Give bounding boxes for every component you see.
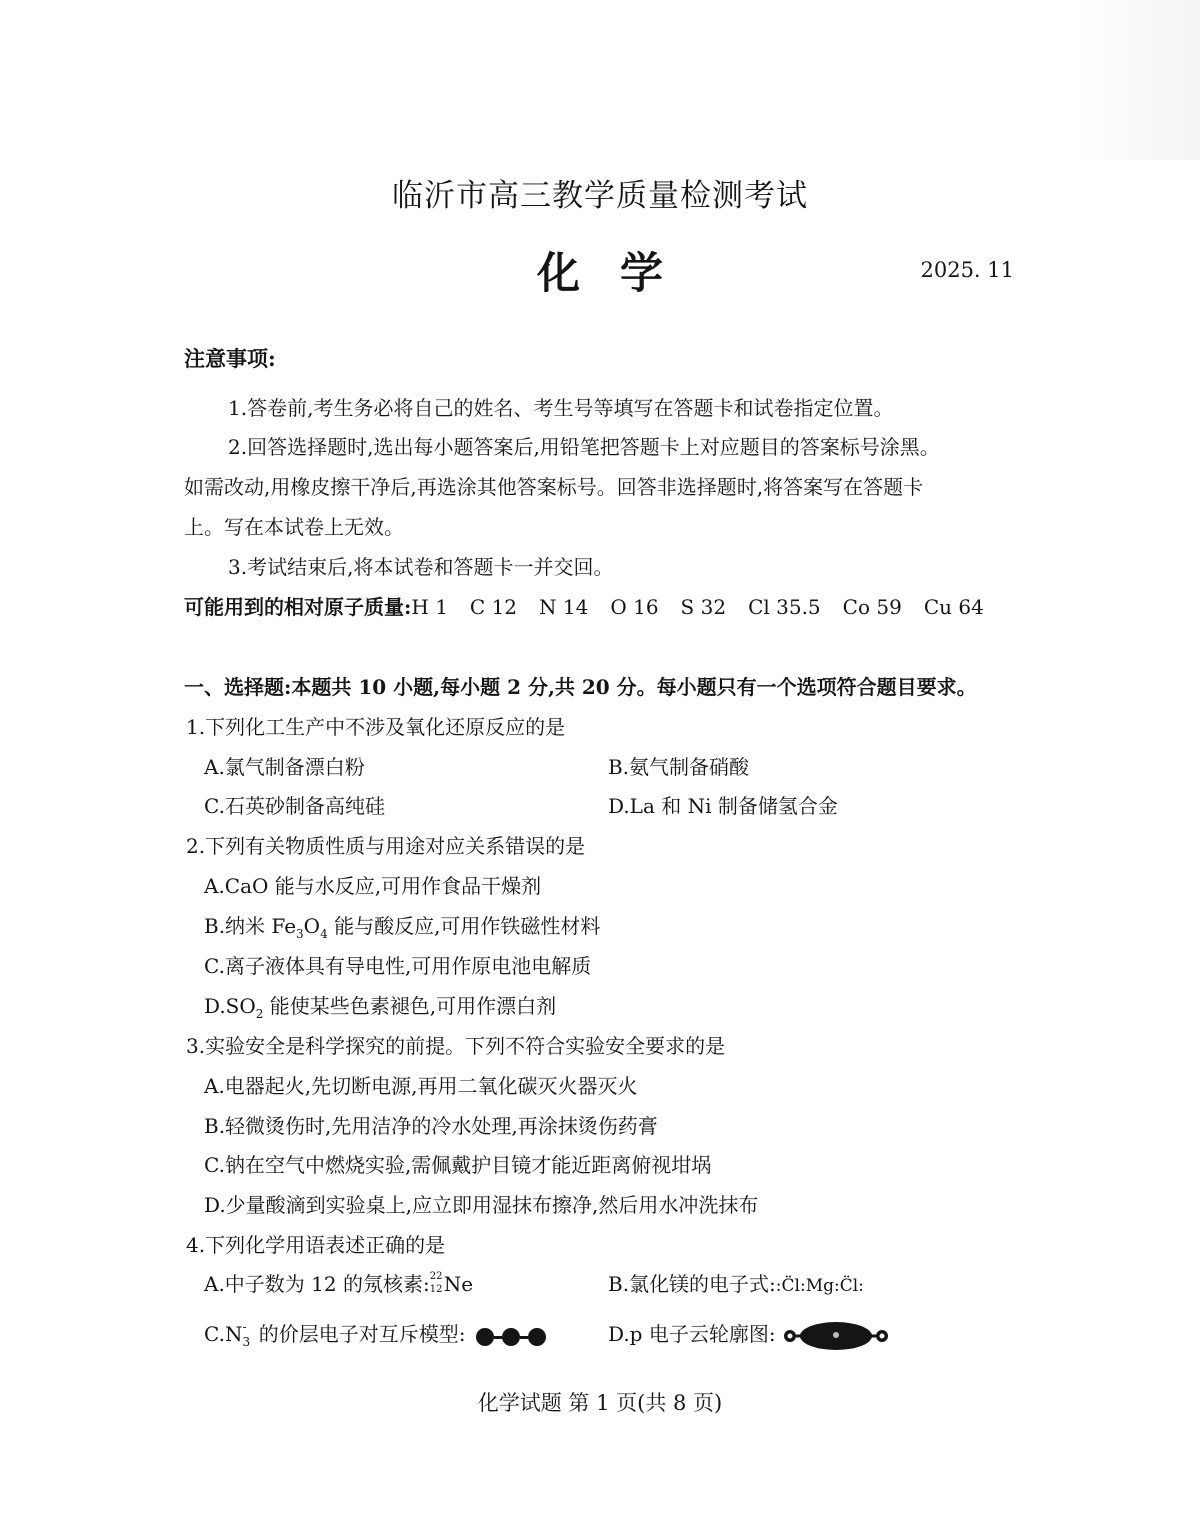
q2-option-d [204,990,556,1021]
q1-option-a: A.氯气制备漂白粉 [204,755,365,779]
exam-date: 2025. 11 [920,258,1014,282]
orbital-right-ring-hole [879,1333,884,1338]
exam-title: 临沂市高三教学质量检测考试 [392,178,808,214]
atomic-mass-item: S 32 [680,595,727,619]
q2-option-a: A.CaO 能与水反应,可用作食品干燥剂 [204,874,542,898]
q2-d-text-2: 能使某些色素褪色,可用作漂白剂 [263,994,557,1018]
q2-b-text-3: 能与酸反应,可用作铁磁性材料 [327,914,601,938]
q2-d-sub: 2 [255,1007,264,1021]
scan-shadow [1070,0,1200,160]
atomic-mass-item: Cl 35.5 [748,595,821,619]
q4-b-text: B.氯化镁的电子式: [608,1272,776,1296]
notice-item-2-line-2: 如需改动,用橡皮擦干净后,再选涂其他答案标号。回答非选择题时,将答案写在答题卡 [184,475,924,499]
ne-atomic-number: 12 [429,1283,443,1295]
vsepr-ball-left [476,1328,494,1346]
q3-option-d: D.少量酸滴到实验桌上,应立即用湿抹布擦净,然后用水冲洗抹布 [204,1193,759,1217]
q4-option-c [204,1318,546,1348]
q1-stem: 1.下列化工生产中不涉及氧化还原反应的是 [186,715,566,739]
q3-stem: 3.实验安全是科学探究的前提。下列不符合实验安全要求的是 [186,1034,726,1058]
ne-nuclide-scripts [429,1270,444,1297]
q4-option-d [608,1318,890,1351]
q3-option-a: A.电器起火,先切断电源,再用二氧化碳灭火器灭火 [204,1074,638,1098]
atomic-mass-item: Cu 64 [923,595,984,619]
subject-title: 化学 [537,249,703,299]
vsepr-ball-center [502,1328,520,1346]
notice-item-2-line-3: 上。写在本试卷上无效。 [184,515,404,539]
n3-subscript: 3 [242,1334,251,1349]
q2-b-text-2: O [303,914,321,938]
n3-charge: - [242,1319,247,1334]
q4-option-b [608,1268,864,1297]
q3-option-c: C.钠在空气中燃烧实验,需佩戴护目镜才能近距离俯视坩埚 [204,1153,712,1177]
q2-option-b [204,910,600,941]
p-orbital-contour-diagram [782,1321,890,1351]
q4-d-text: D.p 电子云轮廓图: [608,1322,776,1346]
q4-c-text-1: C.N [204,1322,243,1346]
atomic-mass-item: C 12 [469,595,518,619]
q1-option-b: B.氨气制备硝酸 [608,755,750,779]
ne-mass-number: 22 [429,1270,443,1282]
q4-a-text: A.中子数为 12 的氖核素: [204,1272,430,1296]
atomic-masses [184,591,1006,620]
q1-option-c: C.石英砂制备高纯硅 [204,794,385,818]
q3-option-b: B.轻微烫伤时,先用洁净的冷水处理,再涂抹烫伤药膏 [204,1114,658,1138]
vsepr-ball-right [528,1328,546,1346]
ne-symbol: Ne [443,1272,474,1296]
section-1-heading: 一、选择题:本题共 10 小题,每小题 2 分,共 20 分。每小题只有一个选项符合题目要求。 [184,675,977,699]
atomic-mass-item: Co 59 [842,595,902,619]
orbital-left-ring-hole [787,1333,792,1338]
notice-item-3: 3.考试结束后,将本试卷和答题卡一并交回。 [228,555,614,579]
page-footer: 化学试题 第 1 页(共 8 页) [477,1391,723,1415]
q1-option-d: D.La 和 Ni 制备储氢合金 [608,794,838,818]
q4-c-text-2: 的价层电子对互斥模型: [252,1322,466,1346]
atomic-masses-label: 可能用到的相对原子质量: [184,595,412,619]
q2-option-c: C.离子液体具有导电性,可用作原电池电解质 [204,954,592,978]
q2-stem: 2.下列有关物质性质与用途对应关系错误的是 [186,834,586,858]
vsepr-bond-left [494,1336,502,1339]
q4-stem: 4.下列化学用语表述正确的是 [186,1233,446,1257]
q2-d-text-1: D.SO [204,994,256,1018]
n3-scripts [242,1319,252,1349]
q4-option-a [204,1268,473,1297]
vsepr-linear-model [476,1324,546,1348]
notice-item-2-line-1: 2.回答选择题时,选出每小题答案后,用铅笔把答题卡上对应题目的答案标号涂黑。 [228,435,940,459]
vsepr-bond-right [520,1336,528,1339]
atomic-masses-list [411,595,1005,619]
atomic-mass-item: H 1 [411,595,448,619]
q2-b-sub-2: 4 [320,927,328,941]
atomic-mass-item: O 16 [610,595,659,619]
mgcl2-electron-formula: :C̈l:Mg:C̈l: [775,1276,864,1296]
atomic-mass-item: N 14 [539,595,589,619]
q2-b-text-1: B.纳米 Fe [204,914,297,938]
orbital-nucleus [833,1332,839,1338]
notice-heading: 注意事项: [184,346,276,371]
notice-item-1: 1.答卷前,考生务必将自己的姓名、考生号等填写在答题卡和试卷指定位置。 [228,396,894,420]
q2-b-sub-1: 3 [296,927,304,941]
